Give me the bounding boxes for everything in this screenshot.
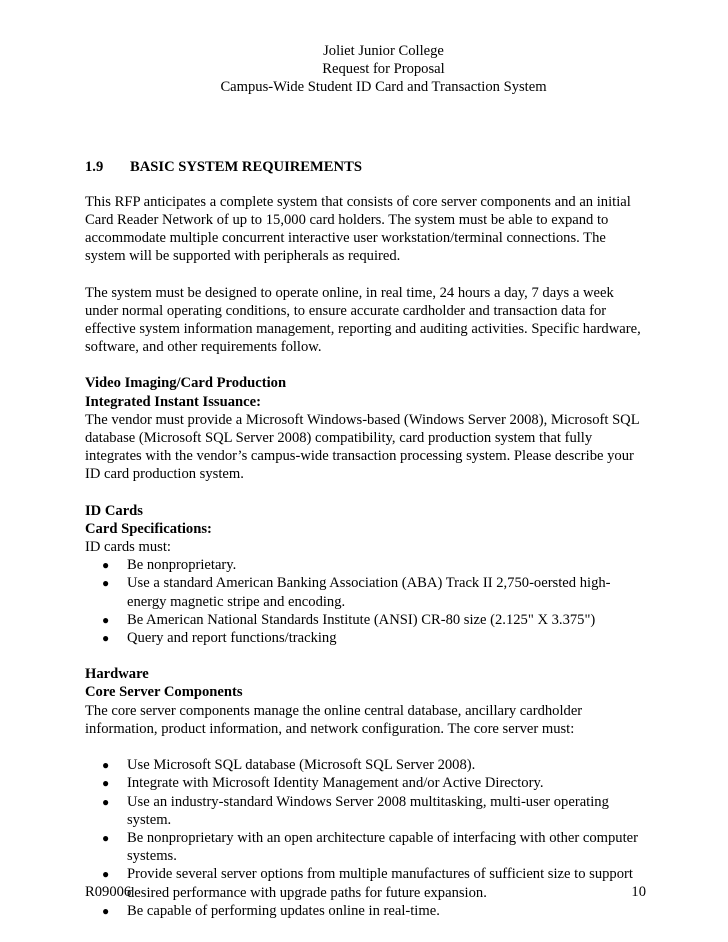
video-subheading: Integrated Instant Issuance:	[85, 393, 261, 410]
header-project-title: Campus-Wide Student ID Card and Transaction System	[220, 79, 547, 96]
hardware-body: The core server components manage the online central database, ancillary cardholder information, product information, and network configuration. The core server must:	[85, 702, 583, 737]
list-item	[85, 793, 646, 829]
intro-paragraph-1: This RFP anticipates a complete system that consists of core server components and an initial Card Reader Network of up to 15,000 card holders. The system must be able to expand to accommodate multiple concurrent interactive user workstation/terminal connections. The system will be supported with peripherals as required.	[85, 193, 631, 265]
list-item-text: Provide several server options from multiple manufactures of sufficient size to support desired performance with upgrade paths for future expansion.	[127, 866, 633, 901]
list-item-text: Query and report functions/tracking	[127, 630, 337, 647]
bullet-icon: ●	[102, 576, 110, 591]
hardware-block	[85, 665, 646, 920]
bullet-icon: ●	[102, 612, 110, 627]
video-body: The vendor must provide a Microsoft Windows-based (Windows Server 2008), Microsoft SQL database (Microsoft SQL Server 2008) compatibility, card production system that fully integrates with the vendor’s campus-wide transaction processing system. Please describe your ID card production system.	[85, 411, 640, 483]
list-item	[85, 611, 646, 629]
bullet-icon: ●	[102, 758, 110, 773]
idcards-subheading: Card Specifications:	[85, 520, 212, 537]
section-number: 1.9	[85, 158, 104, 175]
idcards-intro: ID cards must:	[85, 539, 171, 556]
list-item-text: Use Microsoft SQL database (Microsoft SQL Server 2008).	[127, 757, 476, 774]
list-item	[85, 902, 646, 920]
header-institution: Joliet Junior College	[323, 43, 444, 59]
id-cards-block	[85, 502, 646, 648]
list-item	[85, 756, 646, 774]
bullet-icon: ●	[102, 558, 110, 573]
idcards-heading: ID Cards	[85, 502, 143, 519]
bullet-icon: ●	[102, 631, 110, 646]
bullet-icon: ●	[102, 830, 110, 845]
video-imaging-block	[85, 374, 646, 483]
list-item-text: Be American National Standards Institute (ANSI) CR-80 size (2.125" X 3.375")	[127, 611, 596, 628]
page-footer	[85, 883, 646, 901]
bullet-icon: ●	[102, 903, 110, 918]
bullet-icon: ●	[102, 794, 110, 809]
list-item	[85, 629, 646, 647]
header-doc-type: Request for Proposal	[322, 61, 445, 78]
bullet-icon: ●	[102, 776, 110, 791]
list-item	[85, 574, 646, 610]
list-item	[85, 556, 646, 574]
list-item	[85, 829, 646, 865]
section-heading	[85, 158, 646, 176]
page-header	[121, 42, 646, 97]
list-item	[85, 774, 646, 792]
intro-paragraph-2: The system must be designed to operate online, in real time, 24 hours a day, 7 days a week under normal operating conditions, to ensure accurate cardholder and transaction data for effective system information management, reporting and auditing activities. Specific hardware, software, and other requirements follow.	[85, 284, 641, 356]
hardware-subheading: Core Server Components	[85, 684, 243, 701]
list-item-text: Integrate with Microsoft Identity Management and/or Active Directory.	[127, 775, 544, 792]
list-item-text: Use an industry-standard Windows Server 2008 multitasking, multi-user operating system.	[127, 793, 609, 828]
list-item-text: Be capable of performing updates online in real-time.	[127, 902, 440, 919]
page-number: 10	[631, 884, 646, 900]
list-item-text: Use a standard American Banking Association (ABA) Track II 2,750-oersted high-energy magnetic stripe and encoding.	[127, 575, 611, 610]
hardware-heading: Hardware	[85, 666, 149, 683]
video-heading: Video Imaging/Card Production	[85, 375, 287, 392]
document-id: R09006	[85, 884, 132, 900]
bullet-icon: ●	[102, 867, 110, 882]
list-item-text: Be nonproprietary.	[127, 557, 237, 574]
idcards-bullet-list	[85, 556, 646, 647]
list-item-text: Be nonproprietary with an open architecture capable of interfacing with other computer systems.	[127, 829, 638, 865]
section-title: BASIC SYSTEM REQUIREMENTS	[130, 158, 362, 175]
